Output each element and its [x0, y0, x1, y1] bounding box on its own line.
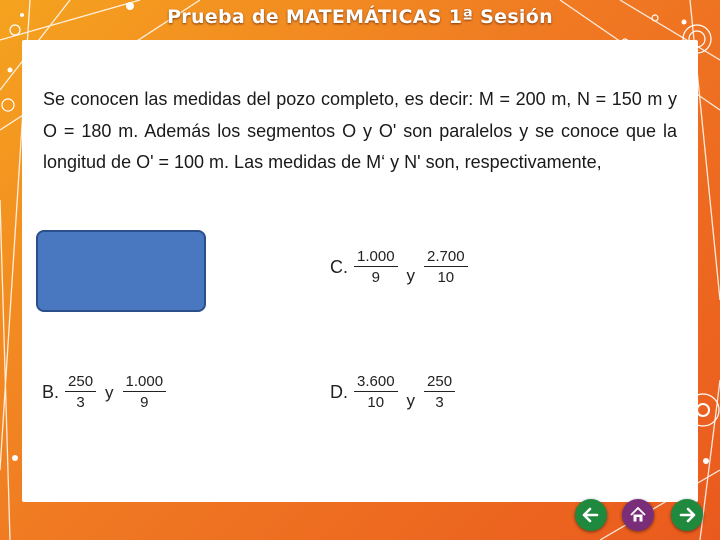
fraction-first	[354, 248, 398, 287]
fraction-numerator: 250	[65, 373, 96, 392]
answer-option-b[interactable]	[42, 373, 166, 412]
option-letter: D.	[330, 382, 348, 402]
fraction-second	[424, 373, 455, 412]
fraction-first	[65, 373, 96, 412]
fraction-numerator: 1.000	[123, 373, 167, 392]
fraction-second	[123, 373, 167, 412]
arrow-left-icon	[581, 505, 601, 525]
fraction-first	[354, 373, 398, 412]
fraction-numerator: 1.000	[354, 248, 398, 267]
connector-y: y	[105, 382, 114, 402]
fraction-second	[424, 248, 468, 287]
fraction-denominator: 10	[437, 269, 455, 286]
option-letter: B.	[42, 382, 60, 402]
connector-y: y	[406, 265, 416, 285]
fraction-numerator: 250	[424, 373, 455, 392]
back-button[interactable]	[575, 499, 607, 531]
connector-y: y	[406, 390, 416, 410]
arrow-right-icon	[677, 505, 697, 525]
answer-option-c[interactable]	[330, 248, 468, 287]
fraction-denominator: 10	[367, 394, 385, 411]
home-icon	[628, 505, 648, 525]
option-letter: C.	[330, 257, 348, 277]
fraction-numerator: 2.700	[424, 248, 468, 267]
answer-option-a-box[interactable]	[36, 230, 206, 312]
answer-option-d[interactable]	[330, 373, 455, 412]
fraction-numerator: 3.600	[354, 373, 398, 392]
fraction-denominator: 9	[140, 394, 149, 411]
fraction-denominator: 3	[76, 394, 85, 411]
question-text: Se conocen las medidas del pozo completo, es decir: M = 200 m, N = 150 m y O = 180 m. Además los segmentos O y O' son paralelos y se conoce que la longitud de O' = 100 m. Las medidas de M‘ y N' son, respectivamente,	[43, 89, 677, 172]
home-button[interactable]	[622, 499, 654, 531]
fraction-denominator: 9	[371, 269, 380, 286]
next-button[interactable]	[671, 499, 703, 531]
page-title: Prueba de MATEMÁTICAS 1ª Sesión	[167, 6, 553, 28]
fraction-denominator: 3	[435, 394, 444, 411]
